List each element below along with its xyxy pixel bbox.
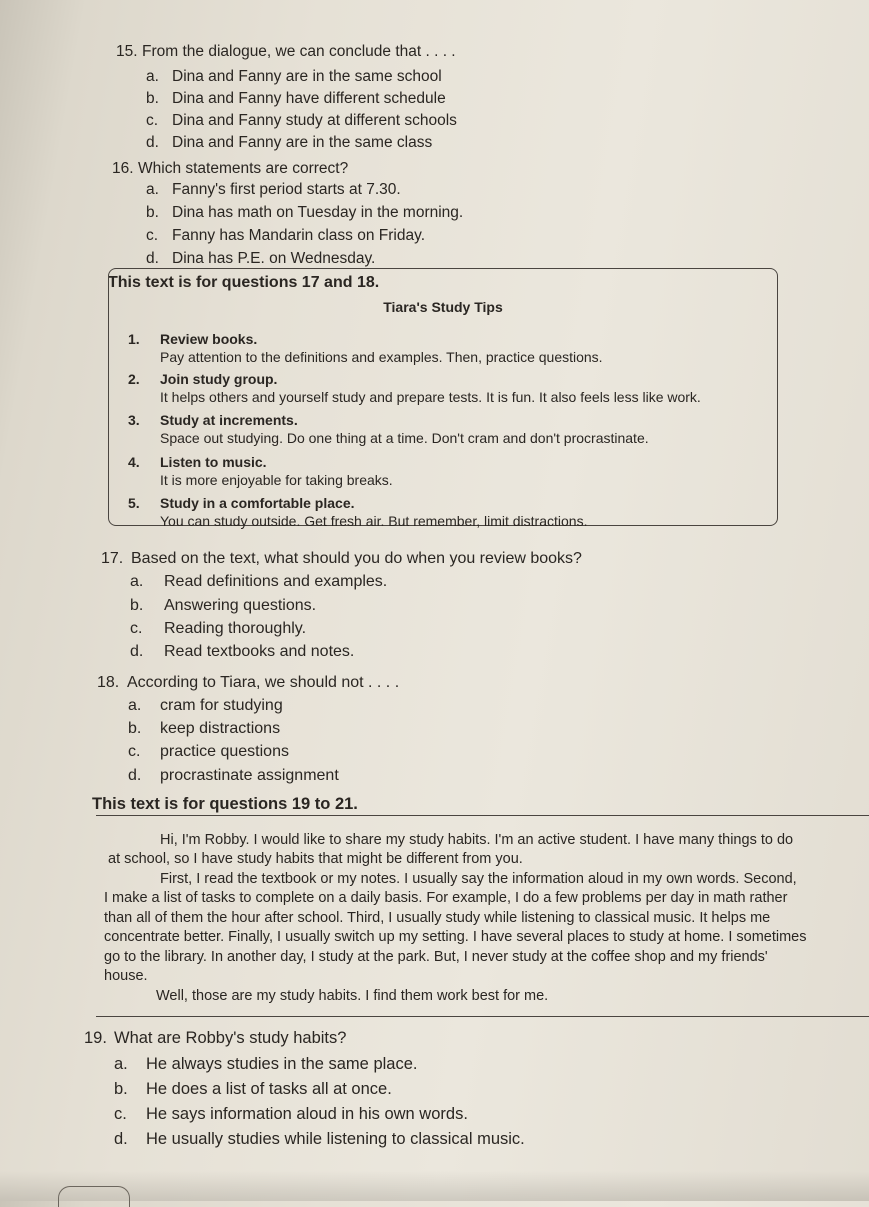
option-letter: a. [128,697,142,714]
question-number: 15. [116,43,138,60]
tip-title: Study in a comfortable place. [160,495,355,511]
option-letter: c. [130,620,143,637]
question-19 [84,1029,346,1048]
q16-option-c[interactable] [146,226,425,245]
question-text: Which statements are correct? [138,160,349,177]
option-letter: b. [146,90,159,107]
tip-body: Pay attention to the definitions and examples. Then, practice questions. [160,349,603,365]
tips-title: Tiara's Study Tips [383,299,503,315]
option-text: Read textbooks and notes. [164,643,355,660]
tip-item-5 [128,494,587,530]
option-letter: b. [130,597,144,614]
question-18 [97,673,399,692]
tip-title: Listen to music. [160,454,267,470]
tip-body: It helps others and yourself study and prepare tests. It is fun. It also feels less like work. [160,389,701,405]
tip-body: It is more enjoyable for taking breaks. [160,472,393,488]
question-number: 16. [112,160,134,177]
q17-option-d[interactable] [130,642,354,661]
option-text: He always studies in the same place. [146,1055,418,1073]
q19-option-c[interactable] [114,1105,468,1124]
option-letter: d. [128,767,142,784]
q17-option-b[interactable] [130,596,316,615]
option-letter: c. [146,112,159,129]
option-text: cram for studying [160,697,283,714]
option-text: Dina and Fanny are in the same school [172,68,442,85]
question-number: 18. [97,674,120,691]
question-16 [112,159,348,178]
q18-option-c[interactable] [128,742,289,761]
q19-option-b[interactable] [114,1080,392,1099]
option-text: Dina has P.E. on Wednesday. [172,250,376,267]
option-text: Dina has math on Tuesday in the morning. [172,204,464,221]
story-line: Hi, I'm Robby. I would like to share my study habits. I'm an active student. I have many things to do [160,832,794,848]
story-line: house. [104,968,148,984]
q15-option-c[interactable] [146,111,457,130]
text-heading-19-21: This text is for questions 19 to 21. [92,795,358,813]
option-text: Fanny has Mandarin class on Friday. [172,227,425,244]
q17-option-c[interactable] [130,619,306,638]
option-text: Reading thoroughly. [164,620,307,637]
q19-option-d[interactable] [114,1130,525,1149]
page-shadow [0,1171,869,1201]
option-text: Dina and Fanny study at different schools [172,112,457,129]
q18-option-b[interactable] [128,719,280,738]
q17-option-a[interactable] [130,572,387,591]
option-letter: a. [114,1055,128,1073]
q19-option-a[interactable] [114,1055,417,1074]
option-text: He usually studies while listening to classical music. [146,1130,525,1148]
story-line: concentrate better. Finally, I usually switch up my setting. I have several places to study at home. I sometimes [104,929,807,945]
story-line: go to the library. In another day, I study at the park. But, I never study at the coffee shop and my friends' [104,949,768,965]
q18-option-a[interactable] [128,696,283,715]
tip-title: Study at increments. [160,412,298,428]
tip-number: 3. [128,412,140,428]
tip-item-1 [128,330,603,366]
option-text: He does a list of tasks all at once. [146,1080,392,1098]
tip-body: Space out studying. Do one thing at a time. Don't cram and don't procrastinate. [160,430,649,446]
story-line: First, I read the textbook or my notes. I usually say the information aloud in my own words. Second, [160,871,797,887]
q16-option-a[interactable] [146,180,401,199]
option-letter: a. [146,181,159,198]
tip-title: Join study group. [160,371,278,387]
story-line: at school, so I have study habits that might be different from you. [108,851,523,867]
option-text: keep distractions [160,720,281,737]
tip-number: 4. [128,454,140,470]
question-number: 19. [84,1029,107,1047]
question-text: From the dialogue, we can conclude that . . . . [142,43,456,60]
q16-option-d[interactable] [146,249,375,268]
option-letter: d. [114,1130,128,1148]
option-letter: a. [146,68,159,85]
option-letter: a. [130,573,144,590]
q16-option-b[interactable] [146,203,463,222]
tip-number: 5. [128,495,140,511]
option-letter: c. [128,743,141,760]
tip-item-3 [128,411,649,447]
option-letter: d. [146,250,159,267]
story-line: I make a list of tasks to complete on a daily basis. For example, I do a few problems per day in math rather [104,890,788,906]
q15-option-d[interactable] [146,133,432,152]
option-letter: c. [114,1105,127,1123]
question-15 [116,42,456,61]
option-letter: d. [146,134,159,151]
option-text: practice questions [160,743,289,760]
option-text: Dina and Fanny have different schedule [172,90,446,107]
story-line: than all of them the hour after school. Third, I usually study while listening to classical music. It helps me [104,910,771,926]
question-text: Based on the text, what should you do when you review books? [131,550,582,567]
tip-item-4 [128,453,393,489]
tip-number: 1. [128,331,140,347]
q15-option-b[interactable] [146,89,446,108]
option-letter: b. [114,1080,128,1098]
tip-title: Review books. [160,331,258,347]
q18-option-d[interactable] [128,766,339,785]
tip-number: 2. [128,371,140,387]
option-letter: d. [130,643,144,660]
text-heading-17-18: This text is for questions 17 and 18. [108,274,380,291]
question-number: 17. [101,550,124,567]
tip-body: You can study outside. Get fresh air. But remember, limit distractions. [160,513,588,529]
tip-item-2 [128,370,701,406]
option-text: Answering questions. [164,597,317,614]
question-17 [101,549,582,568]
option-text: Fanny's first period starts at 7.30. [172,181,401,198]
question-text: What are Robby's study habits? [114,1029,347,1047]
option-letter: b. [146,204,159,221]
option-text: Dina and Fanny are in the same class [172,134,433,151]
option-letter: c. [146,227,159,244]
question-text: According to Tiara, we should not . . . . [127,674,400,691]
option-text: He says information aloud in his own words. [146,1105,468,1123]
option-letter: b. [128,720,142,737]
story-line: Well, those are my study habits. I find them work best for me. [156,988,549,1004]
q15-option-a[interactable] [146,67,442,86]
option-text: Read definitions and examples. [164,573,388,590]
option-text: procrastinate assignment [160,767,339,784]
